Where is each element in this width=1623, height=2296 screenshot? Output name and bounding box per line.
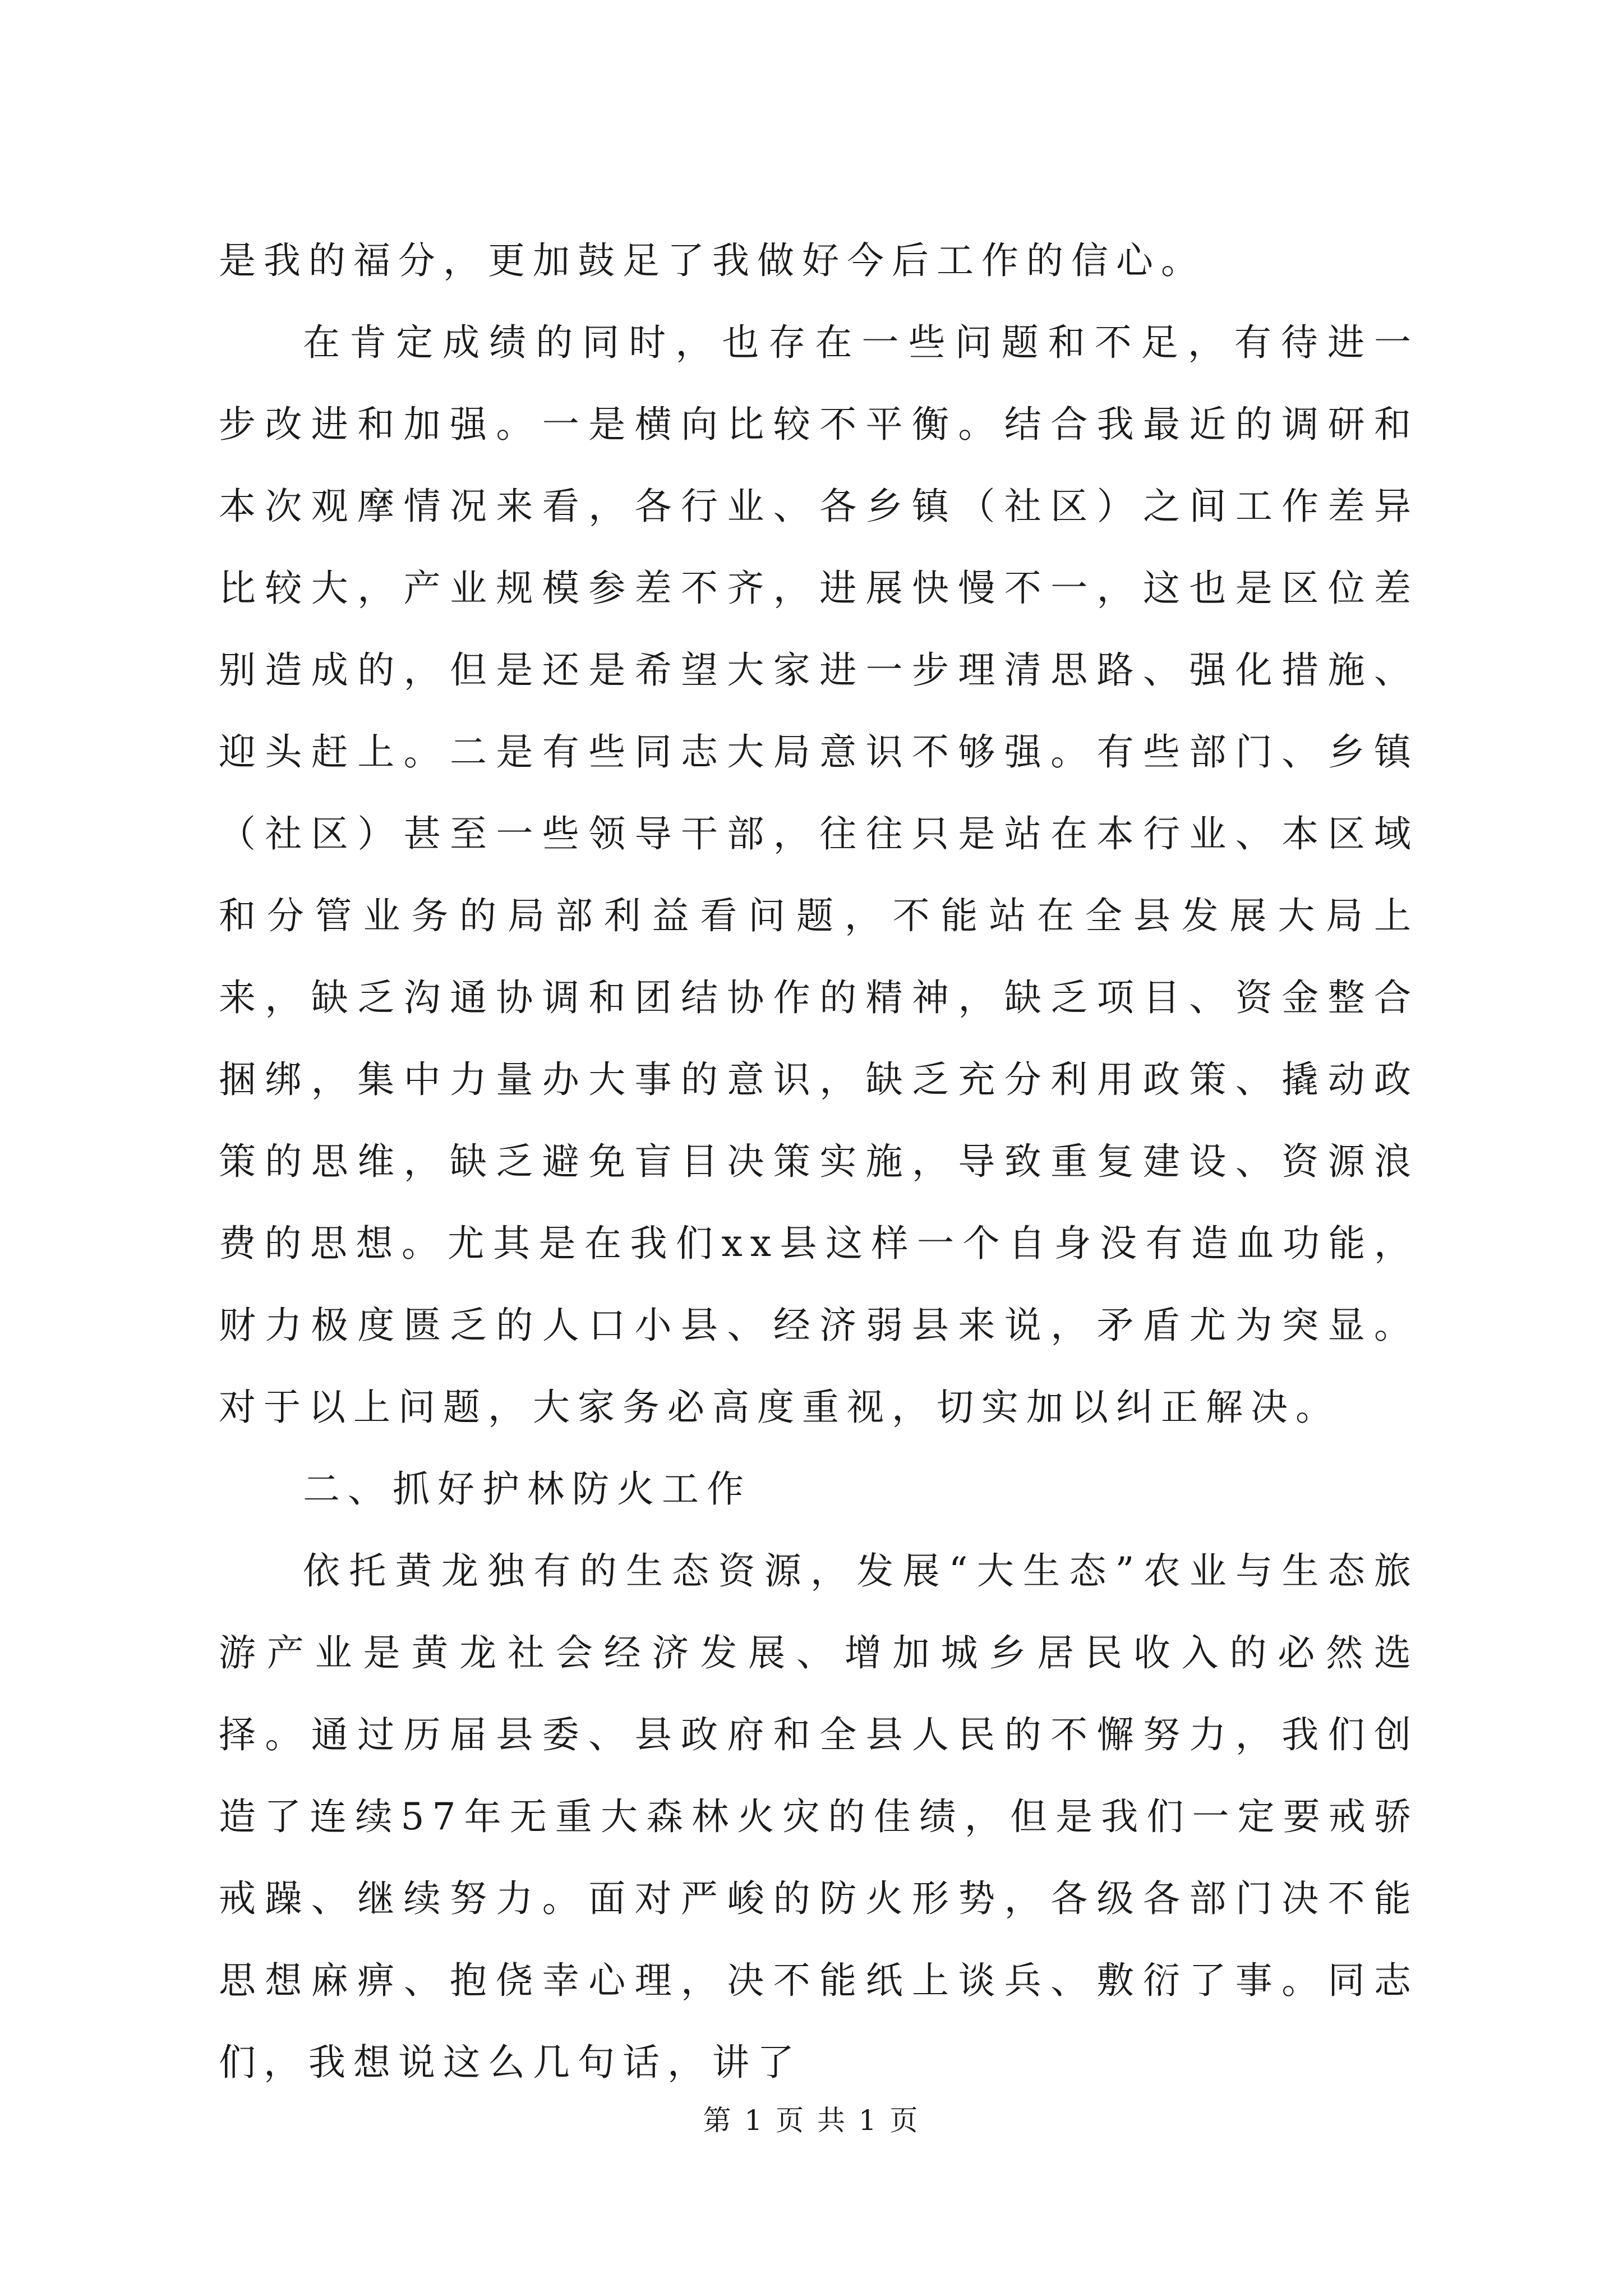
paragraph-problems: 在肯定成绩的同时，也存在一些问题和不足，有待进一步改进和加强。一是横向比较不平衡。结合我最近的调研和本次观摩情况来看，各行业、各乡镇（社区）之间工作差异比较大，产业规模参差不齐，进展快慢不一，这也是区位差别造成的，但是还是希望大家进一步理清思路、强化措施、迎头赶上。二是有些同志大局意识不够强。有些部门、乡镇（社区）甚至一些领导干部，往往只是站在本行业、本区域和分管业务的局部利益看问题，不能站在全县发展大局上来，缺乏沟通协调和团结协作的精神，缺乏项目、资金整合捆绑，集中力量办大事的意识，缺乏充分利用政策、撬动政策的思维，缺乏避免盲目决策实施，导致重复建设、资源浪费的思想。尤其是在我们xx县这样一个自身没有造血功能，财力极度匮乏的人口小县、经济弱县来说，矛盾尤为突显。对于以上问题，大家务必高度重视，切实加以纠正解决。	[219, 321, 1419, 1429]
document-body	[219, 220, 1419, 2104]
section-heading-fire-prevention: 二、抓好护林防火工作	[303, 1467, 751, 1511]
page-footer: 第 1 页 共 1 页	[703, 2104, 920, 2137]
paragraph-continuation: 是我的福分，更加鼓足了我做好今后工作的信心。	[219, 239, 1206, 282]
paragraph-fire-prevention: 依托黄龙独有的生态资源，发展“大生态”农业与生态旅游产业是黄龙社会经济发展、增加城乡居民收入的必然选择。通过历届县委、县政府和全县人民的不懈努力，我们创造了连续57年无重大森林火灾的佳绩，但是我们一定要戒骄戒躁、继续努力。面对严峻的防火形势，各级各部门决不能思想麻痹、抱侥幸心理，决不能纸上谈兵、敷衍了事。同志们，我想说这么几句话，讲了	[219, 1549, 1419, 2084]
